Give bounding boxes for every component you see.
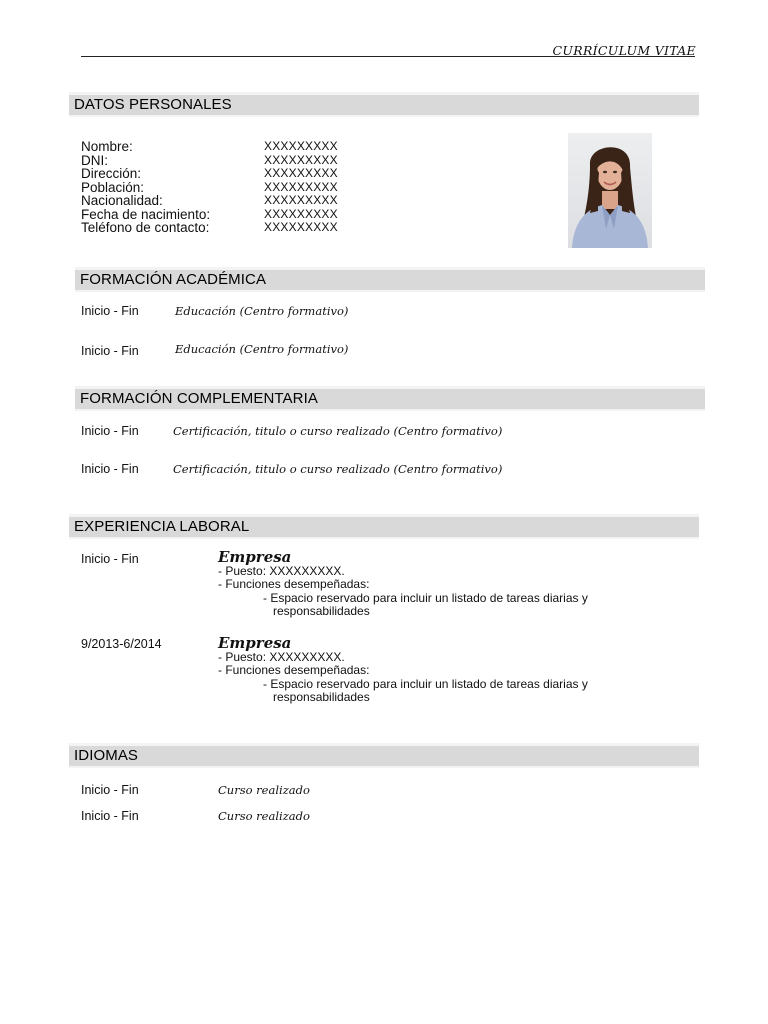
experience-company-1: Empresa bbox=[218, 548, 292, 566]
experience-dates-2: 9/2013-6/2014 bbox=[81, 637, 162, 651]
academic-dates-1: Inicio - Fin bbox=[81, 304, 139, 318]
complementary-item-1: Certificación, titulo o curso realizado (Centro formativo) bbox=[173, 424, 503, 438]
section-title-personal: DATOS PERSONALES bbox=[74, 96, 232, 113]
section-title-academic: FORMACIÓN ACADÉMICA bbox=[80, 271, 267, 288]
section-title-complementary: FORMACIÓN COMPLEMENTARIA bbox=[80, 390, 318, 407]
experience-functions-2: - Funciones desempeñadas: bbox=[218, 663, 370, 677]
section-header-experience bbox=[69, 514, 699, 539]
value-dni: XXXXXXXXX bbox=[264, 152, 338, 167]
person-portrait-icon bbox=[568, 133, 652, 248]
experience-functions-1: - Funciones desempeñadas: bbox=[218, 577, 370, 591]
section-title-experience: EXPERIENCIA LABORAL bbox=[74, 518, 250, 535]
complementary-dates-2: Inicio - Fin bbox=[81, 462, 139, 476]
experience-company-2: Empresa bbox=[218, 634, 292, 652]
document-title: CURRÍCULUM VITAE bbox=[552, 43, 696, 58]
complementary-dates-1: Inicio - Fin bbox=[81, 424, 139, 438]
experience-task-2: - Espacio reservado para incluir un listado de tareas diarias y bbox=[263, 677, 588, 691]
experience-task-2-cont: responsabilidades bbox=[273, 690, 370, 704]
value-address: XXXXXXXXX bbox=[264, 166, 338, 180]
academic-dates-2: Inicio - Fin bbox=[81, 344, 139, 358]
value-phone: XXXXXXXXX bbox=[264, 220, 338, 234]
label-address: Dirección: bbox=[81, 166, 142, 181]
language-dates-2: Inicio - Fin bbox=[81, 809, 139, 823]
value-birthdate: XXXXXXXXX bbox=[264, 206, 338, 221]
label-city: Población: bbox=[81, 179, 145, 195]
experience-task-1-cont: responsabilidades bbox=[273, 604, 370, 618]
personal-values bbox=[264, 140, 338, 235]
label-birthdate: Fecha de nacimiento: bbox=[81, 206, 211, 222]
value-name: XXXXXXXXX bbox=[264, 139, 338, 153]
language-item-1: Curso realizado bbox=[218, 783, 310, 797]
academic-item-1: Educación (Centro formativo) bbox=[175, 304, 349, 318]
label-nationality: Nacionalidad: bbox=[81, 193, 163, 208]
personal-labels bbox=[81, 140, 210, 235]
title-rule bbox=[81, 56, 695, 57]
section-title-languages: IDIOMAS bbox=[74, 747, 139, 764]
value-city: XXXXXXXXX bbox=[264, 179, 338, 194]
value-nationality: XXXXXXXXX bbox=[264, 193, 338, 207]
complementary-item-2: Certificación, titulo o curso realizado (Centro formativo) bbox=[173, 462, 503, 476]
language-dates-1: Inicio - Fin bbox=[81, 783, 139, 797]
label-name: Nombre: bbox=[81, 139, 133, 154]
label-dni: DNI: bbox=[81, 152, 108, 168]
section-header-academic bbox=[75, 267, 705, 292]
language-item-2: Curso realizado bbox=[218, 809, 310, 823]
experience-position-1: - Puesto: XXXXXXXXX. bbox=[218, 564, 345, 578]
experience-dates-1: Inicio - Fin bbox=[81, 552, 139, 566]
label-phone: Teléfono de contacto: bbox=[81, 220, 210, 235]
profile-photo bbox=[568, 133, 652, 248]
section-header-languages bbox=[69, 743, 699, 768]
academic-item-2: Educación (Centro formativo) bbox=[175, 342, 349, 356]
experience-task-1: - Espacio reservado para incluir un listado de tareas diarias y bbox=[263, 591, 588, 605]
experience-position-2: - Puesto: XXXXXXXXX. bbox=[218, 650, 345, 664]
section-header-complementary bbox=[75, 386, 705, 411]
section-header-personal bbox=[69, 92, 699, 117]
